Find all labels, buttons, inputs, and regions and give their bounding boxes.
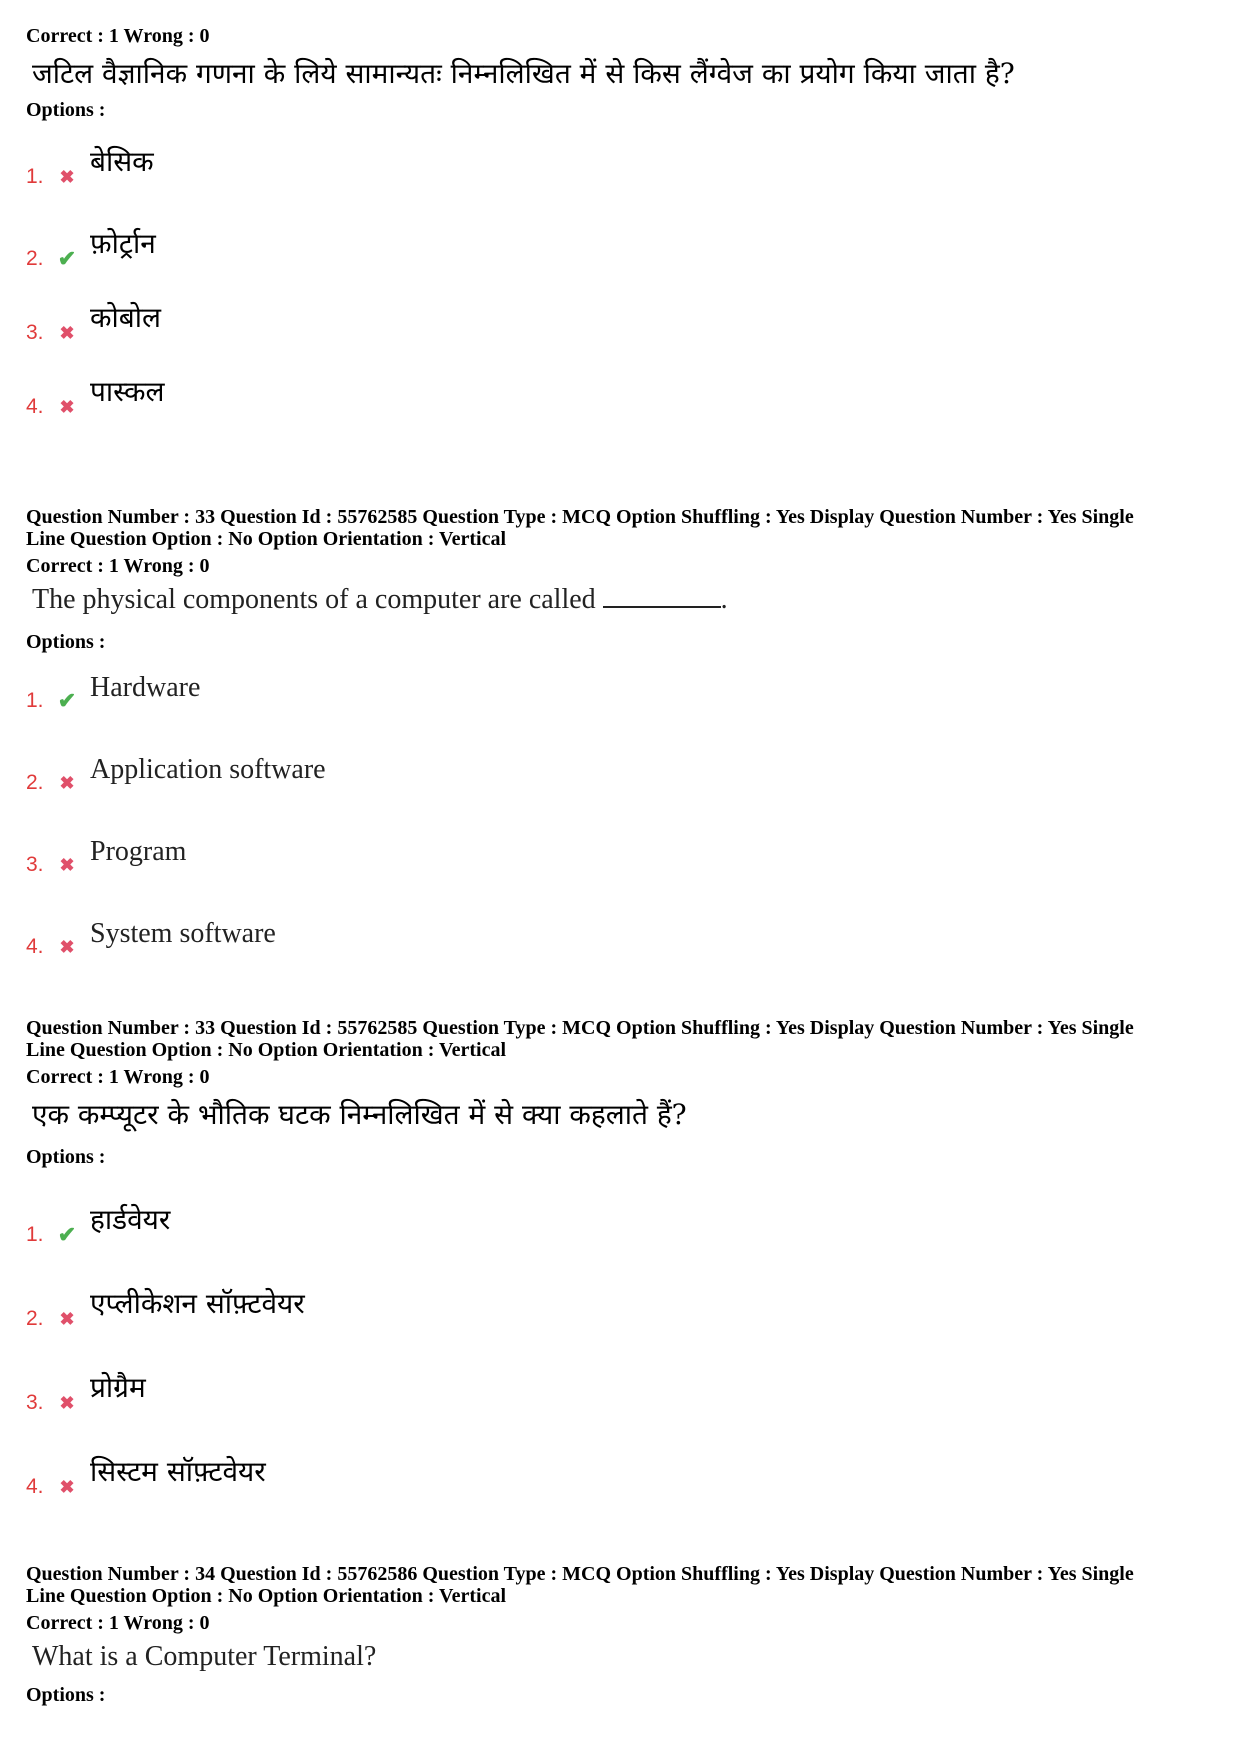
option-number: 3. bbox=[26, 853, 44, 876]
options-label: Options : bbox=[26, 1684, 106, 1706]
option-text: Program bbox=[90, 836, 187, 867]
option-4[interactable] bbox=[26, 368, 165, 418]
score-line: Correct : 1 Wrong : 0 bbox=[26, 1066, 210, 1088]
option-text: Hardware bbox=[90, 672, 201, 703]
wrong-mark-icon: ✖ bbox=[59, 773, 75, 793]
options-list-33-english bbox=[26, 662, 1216, 962]
option-text: कोबोल bbox=[90, 301, 161, 334]
option-text: हार्डवेयर bbox=[90, 1203, 171, 1236]
question-block-33-english bbox=[26, 506, 1216, 654]
fill-in-blank bbox=[603, 580, 721, 608]
question-meta-line-2: Line Question Option : No Option Orientation : Vertical bbox=[26, 1039, 507, 1061]
option-4[interactable] bbox=[26, 1448, 266, 1498]
options-label: Options : bbox=[26, 631, 106, 653]
question-meta-line-2: Line Question Option : No Option Orientation : Vertical bbox=[26, 1585, 507, 1607]
option-number: 2. bbox=[26, 247, 44, 270]
check-mark-icon: ✔ bbox=[57, 688, 77, 713]
option-text: Application software bbox=[90, 754, 326, 785]
wrong-mark-icon: ✖ bbox=[59, 1309, 75, 1329]
score-line: Correct : 1 Wrong : 0 bbox=[26, 25, 210, 47]
option-1[interactable] bbox=[26, 1196, 170, 1246]
option-number: 4. bbox=[26, 395, 44, 418]
question-text: जटिल वैज्ञानिक गणना के लिये सामान्यतः निम्नलिखित में से किस लैंग्वेज का प्रयोग किया जाता है? bbox=[32, 57, 1015, 90]
question-block-34-english bbox=[26, 1563, 1216, 1707]
question-meta-line-1: Question Number : 33 Question Id : 55762585 Question Type : MCQ Option Shuffling : Yes Display Question Number : Yes Single bbox=[26, 1017, 1134, 1039]
option-3[interactable] bbox=[26, 294, 161, 344]
option-number: 1. bbox=[26, 1223, 44, 1246]
question-meta-line-1: Question Number : 34 Question Id : 55762586 Question Type : MCQ Option Shuffling : Yes Display Question Number : Yes Single bbox=[26, 1563, 1134, 1585]
check-mark-icon: ✔ bbox=[57, 1222, 77, 1247]
option-2[interactable] bbox=[26, 1280, 305, 1330]
question-text-line bbox=[32, 580, 1216, 620]
check-mark-icon: ✔ bbox=[57, 246, 77, 271]
wrong-mark-icon: ✖ bbox=[59, 937, 75, 957]
option-1[interactable] bbox=[26, 662, 200, 712]
wrong-mark-icon: ✖ bbox=[59, 397, 75, 417]
option-number: 3. bbox=[26, 321, 44, 344]
option-1[interactable] bbox=[26, 138, 154, 188]
wrong-mark-icon: ✖ bbox=[59, 167, 75, 187]
option-text: System software bbox=[90, 918, 276, 949]
question-meta-line-2: Line Question Option : No Option Orientation : Vertical bbox=[26, 528, 507, 550]
option-number: 1. bbox=[26, 689, 44, 712]
option-2[interactable] bbox=[26, 744, 326, 794]
option-4[interactable] bbox=[26, 908, 276, 958]
options-label: Options : bbox=[26, 1146, 106, 1168]
question-block-32-hindi bbox=[26, 24, 1216, 122]
question-text-end: . bbox=[720, 584, 728, 615]
score-line: Correct : 1 Wrong : 0 bbox=[26, 555, 210, 577]
question-text: What is a Computer Terminal? bbox=[32, 1641, 377, 1672]
option-2[interactable] bbox=[26, 220, 156, 270]
wrong-mark-icon: ✖ bbox=[59, 855, 75, 875]
option-text: फ़ोर्ट्रान bbox=[90, 227, 156, 260]
option-number: 3. bbox=[26, 1391, 44, 1414]
option-3[interactable] bbox=[26, 826, 186, 876]
question-text: The physical components of a computer are called bbox=[32, 584, 596, 615]
option-number: 4. bbox=[26, 1475, 44, 1498]
option-3[interactable] bbox=[26, 1364, 146, 1414]
wrong-mark-icon: ✖ bbox=[59, 1393, 75, 1413]
score-line: Correct : 1 Wrong : 0 bbox=[26, 1612, 210, 1634]
question-meta-line-1: Question Number : 33 Question Id : 55762585 Question Type : MCQ Option Shuffling : Yes Display Question Number : Yes Single bbox=[26, 506, 1134, 528]
option-text: एप्लीकेशन सॉफ़्टवेयर bbox=[90, 1287, 305, 1320]
option-text: बेसिक bbox=[90, 145, 154, 178]
options-list-33-hindi bbox=[26, 1196, 1216, 1496]
question-block-33-hindi bbox=[26, 1017, 1216, 1169]
option-number: 2. bbox=[26, 1307, 44, 1330]
option-number: 2. bbox=[26, 771, 44, 794]
option-number: 1. bbox=[26, 165, 44, 188]
option-text: सिस्टम सॉफ़्टवेयर bbox=[90, 1455, 266, 1488]
wrong-mark-icon: ✖ bbox=[59, 1477, 75, 1497]
options-label: Options : bbox=[26, 99, 106, 121]
option-number: 4. bbox=[26, 935, 44, 958]
option-text: प्रोग्रैम bbox=[90, 1371, 146, 1404]
question-text: एक कम्प्यूटर के भौतिक घटक निम्नलिखित में से क्या कहलाते हैं? bbox=[32, 1098, 687, 1131]
option-text: पास्कल bbox=[90, 375, 165, 408]
wrong-mark-icon: ✖ bbox=[59, 323, 75, 343]
options-list-32-hindi bbox=[26, 138, 1216, 438]
